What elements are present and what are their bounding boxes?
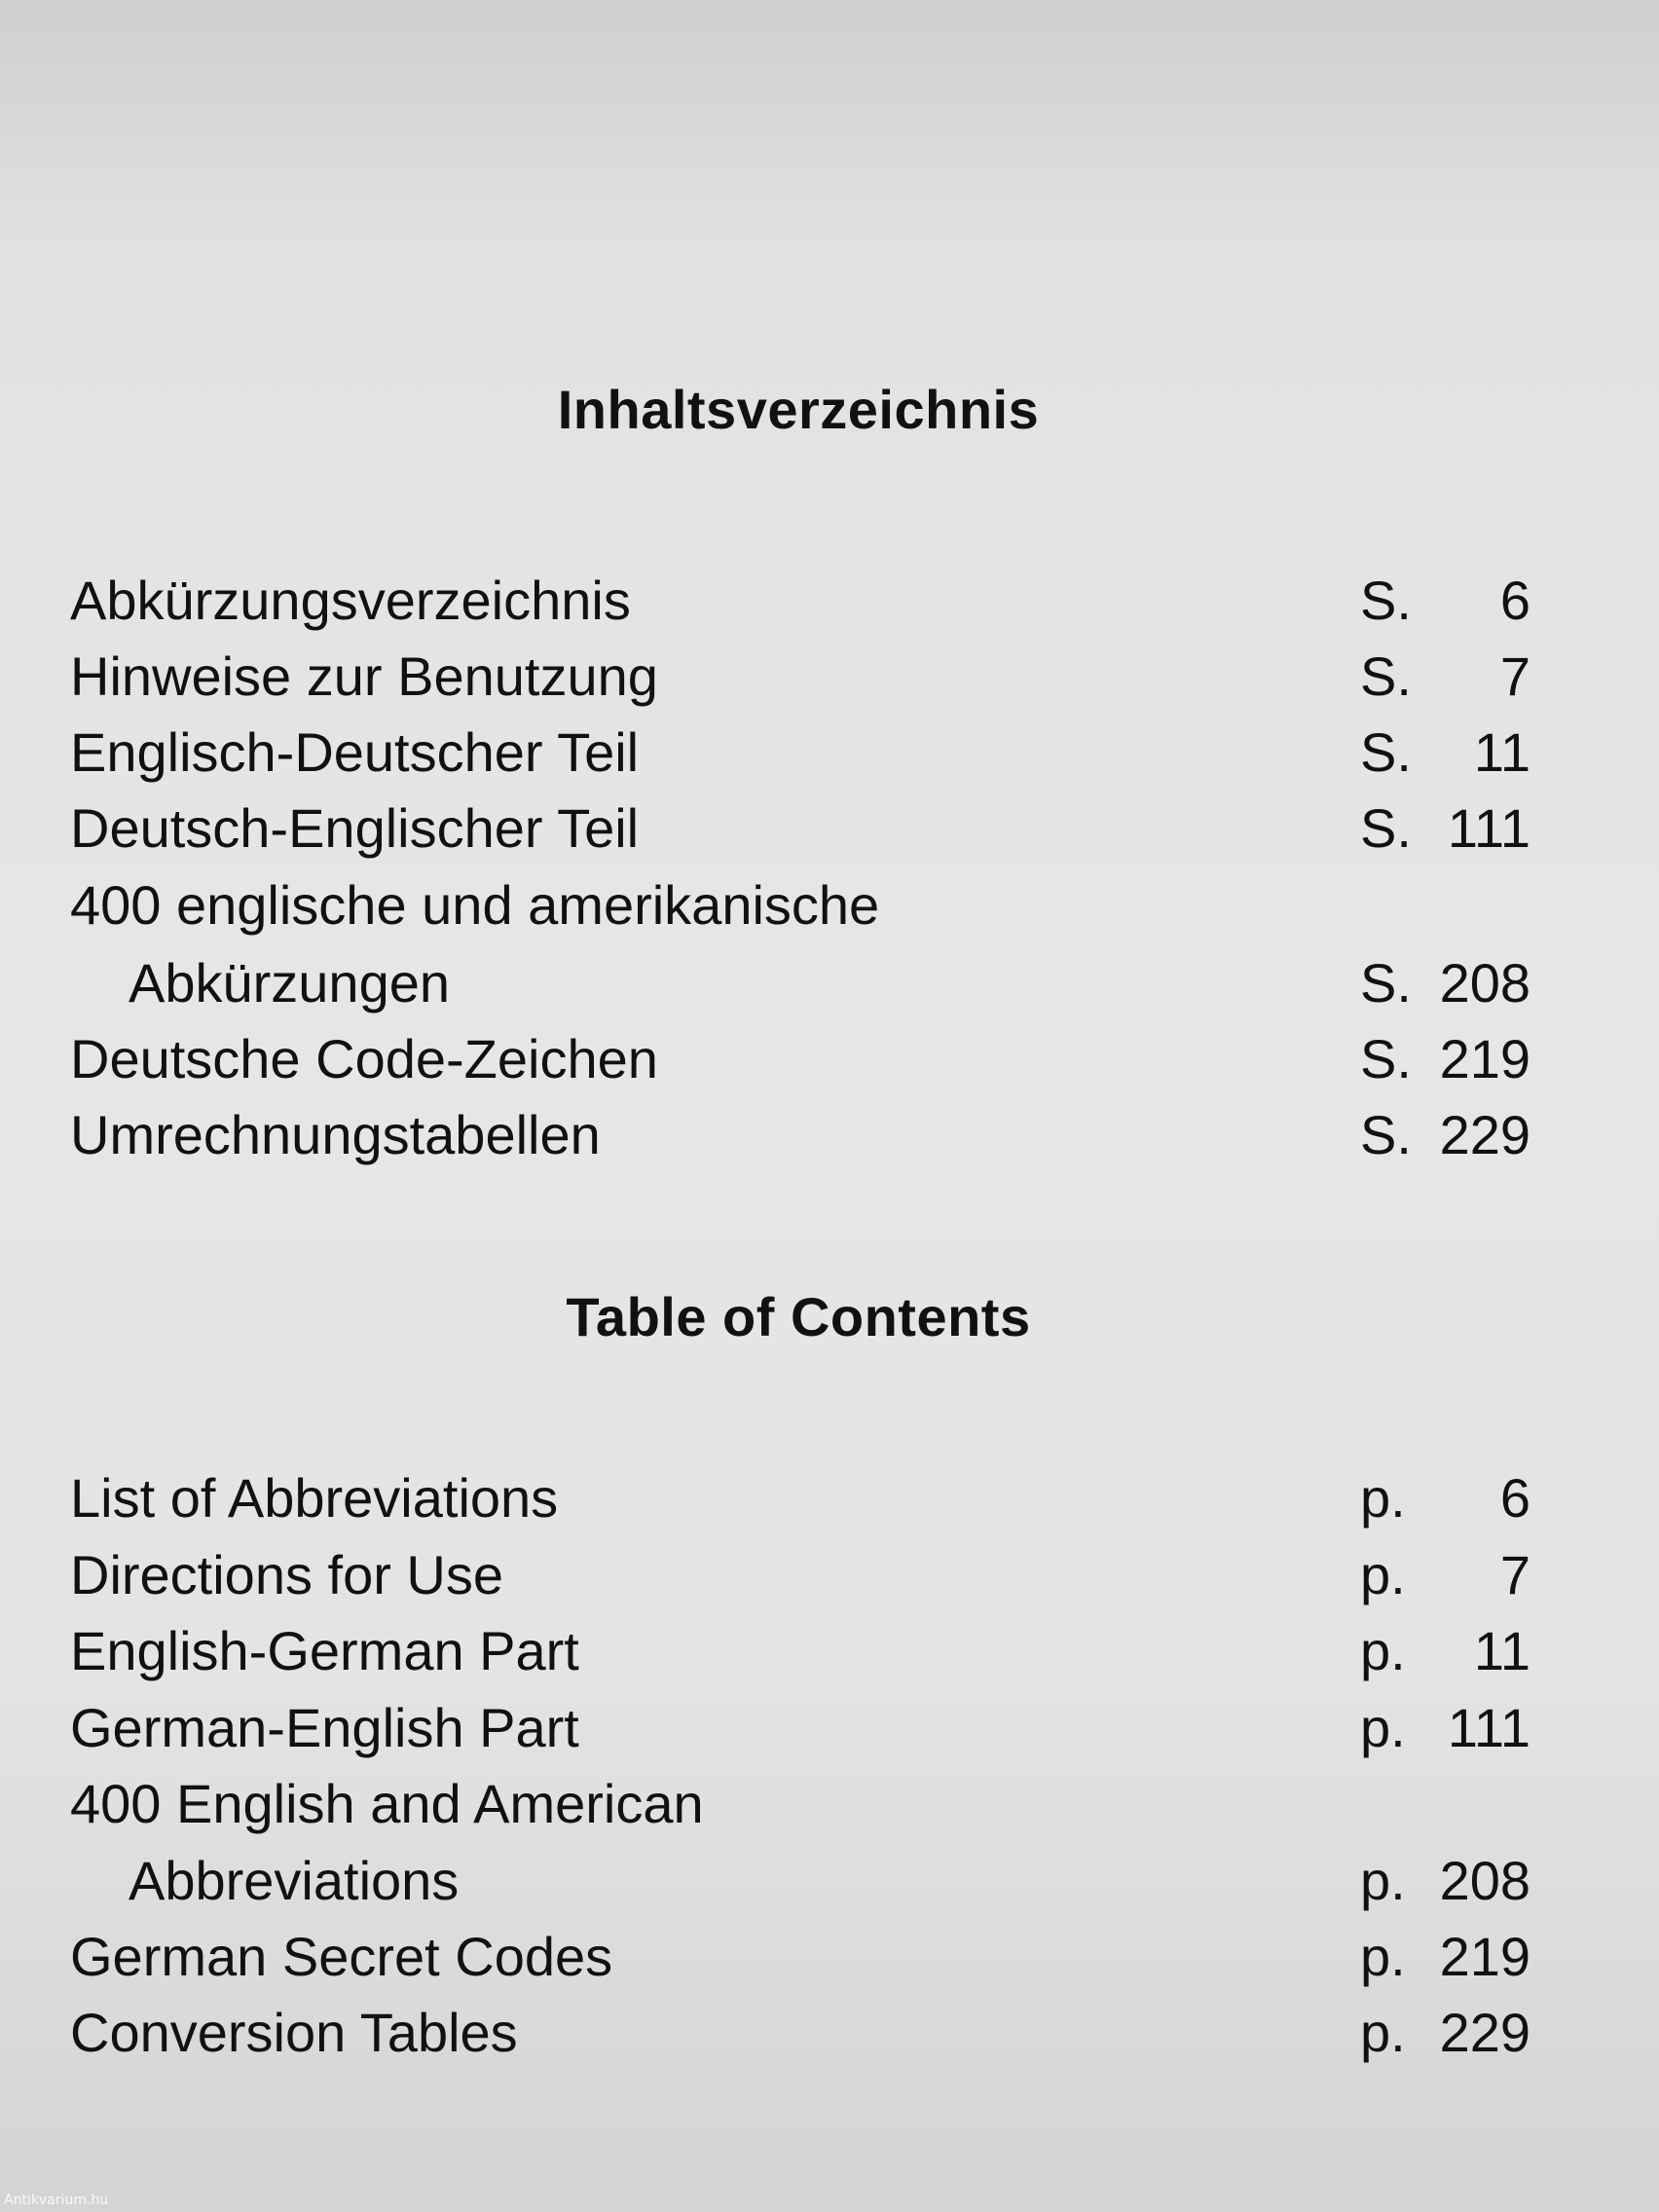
toc-page-number: 7	[1499, 645, 1530, 707]
toc-page-prefix: p.	[1360, 1467, 1406, 1529]
toc-row	[70, 645, 1530, 709]
toc-entry-label: Directions for Use	[70, 1544, 504, 1605]
toc-entry-label: 400 English and American	[70, 1773, 704, 1834]
toc-row	[70, 951, 1530, 1015]
toc-entry-label: Abkürzungsverzeichnis	[70, 570, 631, 631]
toc-page-number: 11	[1473, 1620, 1530, 1681]
toc-entry-label: Conversion Tables	[70, 2002, 518, 2063]
toc-row	[70, 1925, 1530, 1989]
toc-row	[70, 1027, 1530, 1091]
toc-entry-label: Abkürzungen	[129, 952, 451, 1014]
toc-page-number: 229	[1439, 2002, 1530, 2063]
toc-page-prefix: S.	[1360, 570, 1412, 631]
toc-row	[70, 569, 1530, 633]
toc-page-prefix: S.	[1360, 797, 1412, 859]
toc-page-number: 208	[1439, 1850, 1530, 1911]
toc-row	[70, 796, 1530, 861]
toc-page-prefix: p.	[1360, 1620, 1406, 1681]
toc-page-number: 229	[1439, 1104, 1530, 1165]
toc-entry-label: Deutsch-Englischer Teil	[70, 797, 640, 859]
toc-page-number: 7	[1499, 1544, 1530, 1605]
toc-entry-label: Englisch-Deutscher Teil	[70, 721, 640, 783]
toc-page-number: 6	[1499, 1467, 1530, 1529]
toc-page-prefix: p.	[1360, 1850, 1406, 1911]
toc-page-prefix: S.	[1360, 1104, 1412, 1165]
toc-row	[70, 873, 1530, 938]
toc-page-number: 208	[1439, 952, 1530, 1014]
toc-page-number: 219	[1439, 1028, 1530, 1089]
toc-entry-label: German-English Part	[70, 1697, 579, 1758]
toc-page-number: 111	[1447, 797, 1530, 859]
toc-heading-english: Table of Contents	[566, 1286, 1031, 1347]
toc-page-prefix: S.	[1360, 721, 1412, 783]
watermark: Antikvarium.hu	[4, 2193, 109, 2208]
toc-page-number: 219	[1439, 1926, 1530, 1987]
toc-page-prefix: S.	[1360, 952, 1412, 1014]
toc-heading-german: Inhaltsverzeichnis	[557, 379, 1040, 440]
toc-page-prefix: p.	[1360, 2002, 1406, 2063]
toc-entry-label: Umrechnungstabellen	[70, 1104, 601, 1165]
toc-row	[70, 1696, 1530, 1760]
toc-page-number: 6	[1499, 570, 1530, 631]
toc-row	[70, 2001, 1530, 2065]
toc-row	[70, 720, 1530, 785]
toc-entry-label: Abbreviations	[129, 1850, 460, 1911]
toc-row	[70, 1103, 1530, 1167]
toc-row	[70, 1849, 1530, 1913]
toc-entry-label: List of Abbreviations	[70, 1467, 559, 1529]
toc-row	[70, 1619, 1530, 1683]
toc-row	[70, 1466, 1530, 1530]
toc-page-prefix: p.	[1360, 1544, 1406, 1605]
toc-entry-label: German Secret Codes	[70, 1926, 613, 1987]
toc-page-prefix: S.	[1360, 645, 1412, 707]
toc-entry-label: Deutsche Code-Zeichen	[70, 1028, 658, 1089]
toc-page-prefix: p.	[1360, 1926, 1406, 1987]
toc-page-number: 11	[1473, 721, 1530, 783]
toc-entry-label: English-German Part	[70, 1620, 579, 1681]
toc-page-number: 111	[1447, 1697, 1530, 1758]
toc-entry-label: Hinweise zur Benutzung	[70, 645, 658, 707]
toc-row	[70, 1543, 1530, 1607]
toc-page-prefix: S.	[1360, 1028, 1412, 1089]
toc-entry-label: 400 englische und amerikanische	[70, 874, 880, 936]
toc-row	[70, 1772, 1530, 1836]
toc-page-prefix: p.	[1360, 1697, 1406, 1758]
